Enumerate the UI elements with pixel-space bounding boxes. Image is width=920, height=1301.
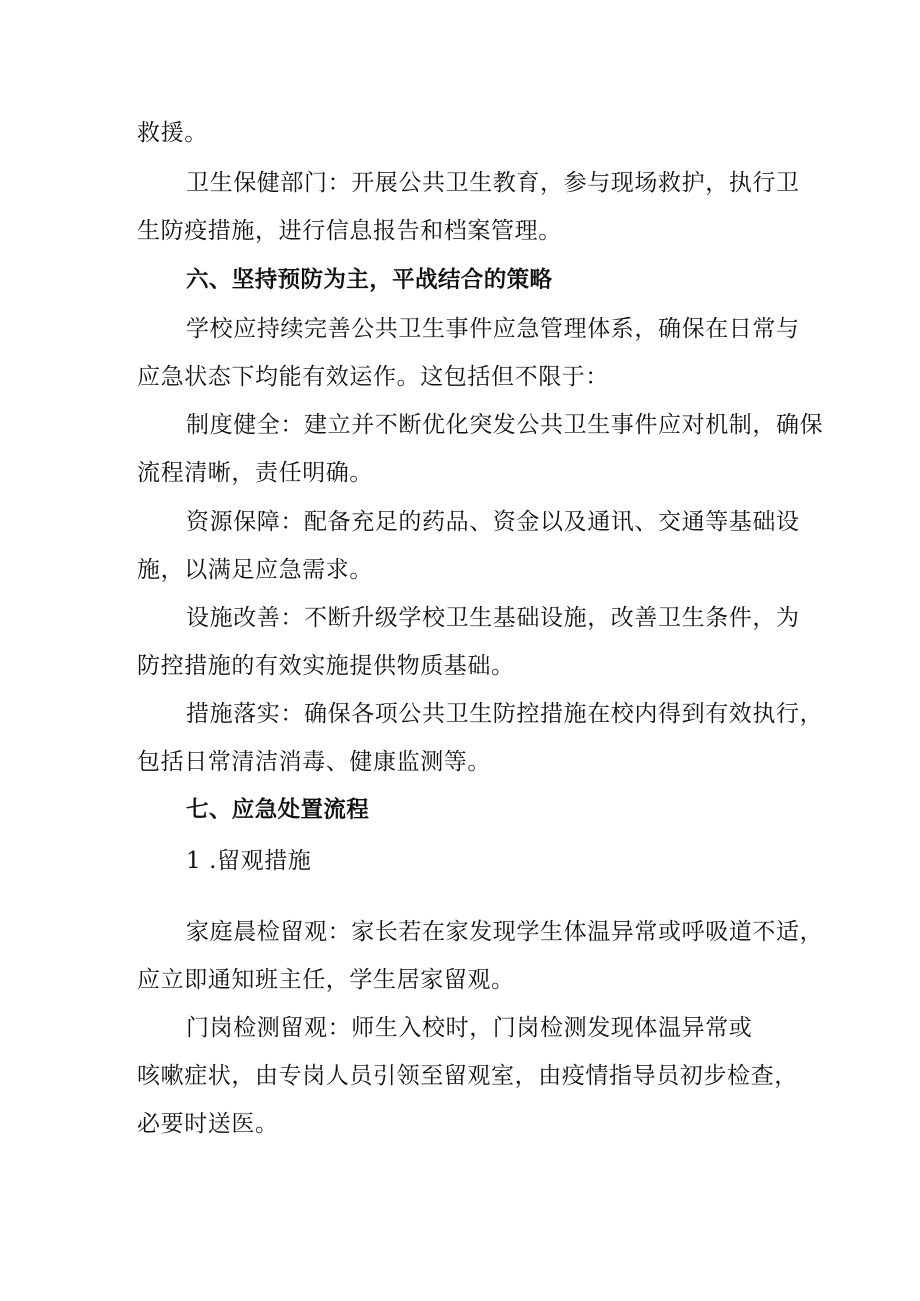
section-heading-prevention-strategy: 六、坚持预防为主，平战结合的策略 <box>186 267 553 293</box>
text-line-facilities-2: 防控措施的有效实施提供物质基础。 <box>137 653 515 679</box>
text-line-health-dept-1: 卫生保健部门：开展公共卫生教育，参与现场救护，执行卫 <box>186 170 800 196</box>
text-line-resources-2: 施，以满足应急需求。 <box>137 557 373 583</box>
text-line-system-sound-1: 制度健全：建立并不断优化突发公共卫生事件应对机制，确保 <box>186 412 824 438</box>
text-line-system-sound-2: 流程清晰，责任明确。 <box>137 460 373 486</box>
text-line-gate-check-1: 门岗检测留观：师生入校时，门岗检测发现体温异常或 <box>186 1015 753 1041</box>
text-line-system-2: 应急状态下均能有效运作。这包括但不限于： <box>137 364 609 390</box>
text-line-health-dept-2: 生防疫措施，进行信息报告和档案管理。 <box>137 218 562 244</box>
text-line-home-check-1: 家庭晨检留观：家长若在家发现学生体温异常或呼吸道不适， <box>186 919 824 945</box>
text-line-gate-check-3: 必要时送医。 <box>137 1111 279 1137</box>
text-line-rescue: 救援。 <box>137 120 208 146</box>
section-heading-emergency-process: 七、应急处置流程 <box>186 797 370 823</box>
text-line-implementation-2: 包括日常清洁消毒、健康监测等。 <box>137 749 491 775</box>
subheading-observation-measures: 1 .留观措施 <box>186 848 312 874</box>
text-line-implementation-1: 措施落实：确保各项公共卫生防控措施在校内得到有效执行， <box>186 701 824 727</box>
text-line-facilities-1: 设施改善：不断升级学校卫生基础设施，改善卫生条件，为 <box>186 605 800 631</box>
text-line-resources-1: 资源保障：配备充足的药品、资金以及通讯、交通等基础设 <box>186 509 800 535</box>
text-line-home-check-2: 应立即通知班主任，学生居家留观。 <box>137 967 515 993</box>
text-line-system-1: 学校应持续完善公共卫生事件应急管理体系，确保在日常与 <box>186 316 800 342</box>
text-line-gate-check-2: 咳嗽症状，由专岗人员引领至留观室，由疫情指导员初步检查， <box>137 1063 798 1089</box>
